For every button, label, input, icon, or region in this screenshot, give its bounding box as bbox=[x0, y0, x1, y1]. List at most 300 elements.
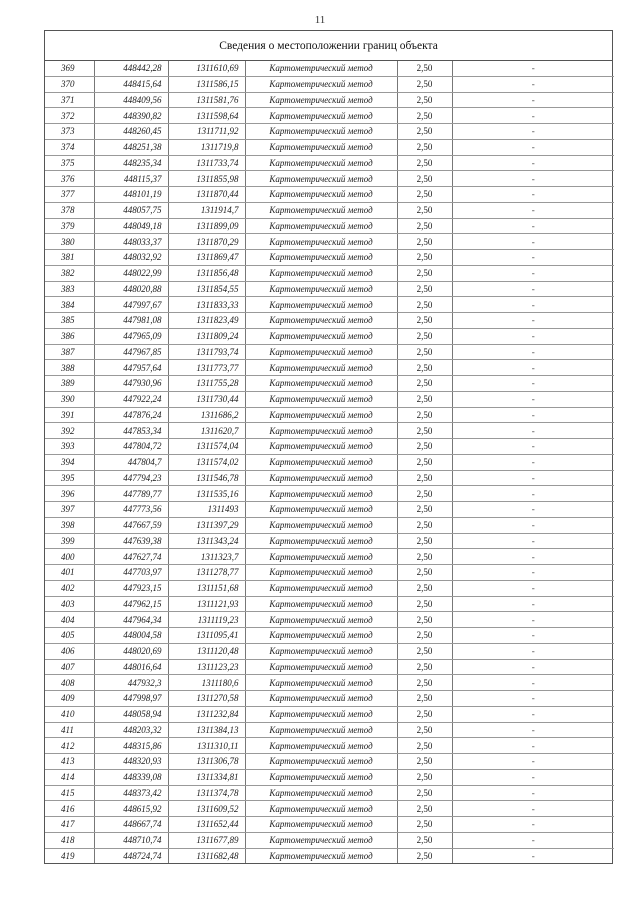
determination-method-cell: Картометрический метод bbox=[245, 769, 397, 785]
point-number-cell: 399 bbox=[45, 533, 94, 549]
point-description-cell: - bbox=[452, 202, 614, 218]
determination-method-cell: Картометрический метод bbox=[245, 533, 397, 549]
determination-method-cell: Картометрический метод bbox=[245, 580, 397, 596]
coordinate-x-cell: 448373,42 bbox=[94, 785, 168, 801]
determination-method-cell: Картометрический метод bbox=[245, 92, 397, 108]
coordinate-x-cell: 447794,23 bbox=[94, 470, 168, 486]
determination-method-cell: Картометрический метод bbox=[245, 439, 397, 455]
coordinate-x-cell: 447930,96 bbox=[94, 376, 168, 392]
coordinate-x-cell: 448615,92 bbox=[94, 801, 168, 817]
point-description-cell: - bbox=[452, 439, 614, 455]
coordinate-y-cell: 1311535,16 bbox=[168, 486, 245, 502]
point-description-cell: - bbox=[452, 612, 614, 628]
table-row bbox=[45, 502, 614, 518]
coordinate-x-cell: 447962,15 bbox=[94, 596, 168, 612]
point-number-cell: 379 bbox=[45, 218, 94, 234]
accuracy-cell: 2,50 bbox=[397, 281, 452, 297]
point-description-cell: - bbox=[452, 643, 614, 659]
accuracy-cell: 2,50 bbox=[397, 612, 452, 628]
coordinate-x-cell: 448724,74 bbox=[94, 848, 168, 863]
determination-method-cell: Картометрический метод bbox=[245, 187, 397, 203]
coordinate-x-cell: 447922,24 bbox=[94, 391, 168, 407]
coordinate-y-cell: 1311180,6 bbox=[168, 675, 245, 691]
coordinate-y-cell: 1311574,04 bbox=[168, 439, 245, 455]
table-row bbox=[45, 533, 614, 549]
accuracy-cell: 2,50 bbox=[397, 486, 452, 502]
coordinate-y-cell: 1311598,64 bbox=[168, 108, 245, 124]
coordinate-x-cell: 447997,67 bbox=[94, 297, 168, 313]
coordinate-x-cell: 448049,18 bbox=[94, 218, 168, 234]
point-description-cell: - bbox=[452, 376, 614, 392]
coordinate-y-cell: 1311278,77 bbox=[168, 565, 245, 581]
table-row bbox=[45, 722, 614, 738]
table-row bbox=[45, 360, 614, 376]
coordinate-y-cell: 1311306,78 bbox=[168, 754, 245, 770]
coordinate-x-cell: 448710,74 bbox=[94, 832, 168, 848]
table-row bbox=[45, 92, 614, 108]
coordinate-x-cell: 448101,19 bbox=[94, 187, 168, 203]
accuracy-cell: 2,50 bbox=[397, 360, 452, 376]
table-row bbox=[45, 313, 614, 329]
table-row bbox=[45, 391, 614, 407]
coordinate-y-cell: 1311869,47 bbox=[168, 250, 245, 266]
coordinate-x-cell: 448251,38 bbox=[94, 139, 168, 155]
coordinate-x-cell: 447789,77 bbox=[94, 486, 168, 502]
point-description-cell: - bbox=[452, 391, 614, 407]
accuracy-cell: 2,50 bbox=[397, 769, 452, 785]
accuracy-cell: 2,50 bbox=[397, 706, 452, 722]
table-row bbox=[45, 675, 614, 691]
point-number-cell: 419 bbox=[45, 848, 94, 863]
determination-method-cell: Картометрический метод bbox=[245, 313, 397, 329]
point-description-cell: - bbox=[452, 108, 614, 124]
point-description-cell: - bbox=[452, 344, 614, 360]
accuracy-cell: 2,50 bbox=[397, 502, 452, 518]
point-number-cell: 410 bbox=[45, 706, 94, 722]
determination-method-cell: Картометрический метод bbox=[245, 628, 397, 644]
determination-method-cell: Картометрический метод bbox=[245, 675, 397, 691]
accuracy-cell: 2,50 bbox=[397, 139, 452, 155]
point-number-cell: 417 bbox=[45, 817, 94, 833]
accuracy-cell: 2,50 bbox=[397, 376, 452, 392]
coordinate-y-cell: 1311119,23 bbox=[168, 612, 245, 628]
point-number-cell: 376 bbox=[45, 171, 94, 187]
page-number: 11 bbox=[314, 14, 326, 26]
coordinate-y-cell: 1311493 bbox=[168, 502, 245, 518]
point-description-cell: - bbox=[452, 313, 614, 329]
coordinates-table bbox=[45, 61, 614, 863]
point-number-cell: 418 bbox=[45, 832, 94, 848]
coordinate-y-cell: 1311397,29 bbox=[168, 517, 245, 533]
determination-method-cell: Картометрический метод bbox=[245, 202, 397, 218]
table-row bbox=[45, 76, 614, 92]
table-row bbox=[45, 265, 614, 281]
coordinate-y-cell: 1311855,98 bbox=[168, 171, 245, 187]
determination-method-cell: Картометрический метод bbox=[245, 832, 397, 848]
coordinate-y-cell: 1311823,49 bbox=[168, 313, 245, 329]
table-row bbox=[45, 565, 614, 581]
coordinate-y-cell: 1311711,92 bbox=[168, 124, 245, 140]
coordinate-y-cell: 1311686,2 bbox=[168, 407, 245, 423]
accuracy-cell: 2,50 bbox=[397, 659, 452, 675]
coordinate-y-cell: 1311374,78 bbox=[168, 785, 245, 801]
accuracy-cell: 2,50 bbox=[397, 722, 452, 738]
coordinate-x-cell: 448667,74 bbox=[94, 817, 168, 833]
table-row bbox=[45, 596, 614, 612]
point-description-cell: - bbox=[452, 628, 614, 644]
coordinate-x-cell: 448415,64 bbox=[94, 76, 168, 92]
coordinate-x-cell: 448058,94 bbox=[94, 706, 168, 722]
coordinate-x-cell: 448442,28 bbox=[94, 61, 168, 76]
point-number-cell: 369 bbox=[45, 61, 94, 76]
coordinate-y-cell: 1311856,48 bbox=[168, 265, 245, 281]
point-number-cell: 385 bbox=[45, 313, 94, 329]
determination-method-cell: Картометрический метод bbox=[245, 612, 397, 628]
determination-method-cell: Картометрический метод bbox=[245, 502, 397, 518]
point-number-cell: 387 bbox=[45, 344, 94, 360]
point-description-cell: - bbox=[452, 61, 614, 76]
point-description-cell: - bbox=[452, 785, 614, 801]
table-row bbox=[45, 738, 614, 754]
point-description-cell: - bbox=[452, 675, 614, 691]
determination-method-cell: Картометрический метод bbox=[245, 360, 397, 376]
coordinate-y-cell: 1311151,68 bbox=[168, 580, 245, 596]
point-description-cell: - bbox=[452, 722, 614, 738]
determination-method-cell: Картометрический метод bbox=[245, 596, 397, 612]
point-number-cell: 403 bbox=[45, 596, 94, 612]
coordinate-x-cell: 448320,93 bbox=[94, 754, 168, 770]
point-number-cell: 398 bbox=[45, 517, 94, 533]
determination-method-cell: Картометрический метод bbox=[245, 76, 397, 92]
point-description-cell: - bbox=[452, 407, 614, 423]
point-description-cell: - bbox=[452, 580, 614, 596]
accuracy-cell: 2,50 bbox=[397, 344, 452, 360]
determination-method-cell: Картометрический метод bbox=[245, 344, 397, 360]
coordinate-y-cell: 1311682,48 bbox=[168, 848, 245, 863]
determination-method-cell: Картометрический метод bbox=[245, 722, 397, 738]
point-description-cell: - bbox=[452, 265, 614, 281]
point-description-cell: - bbox=[452, 549, 614, 565]
coordinate-y-cell: 1311323,7 bbox=[168, 549, 245, 565]
accuracy-cell: 2,50 bbox=[397, 580, 452, 596]
table-row bbox=[45, 124, 614, 140]
point-number-cell: 402 bbox=[45, 580, 94, 596]
determination-method-cell: Картометрический метод bbox=[245, 486, 397, 502]
coordinate-y-cell: 1311793,74 bbox=[168, 344, 245, 360]
point-description-cell: - bbox=[452, 234, 614, 250]
accuracy-cell: 2,50 bbox=[397, 407, 452, 423]
accuracy-cell: 2,50 bbox=[397, 328, 452, 344]
coordinate-x-cell: 447998,97 bbox=[94, 691, 168, 707]
coordinate-y-cell: 1311609,52 bbox=[168, 801, 245, 817]
point-description-cell: - bbox=[452, 423, 614, 439]
point-number-cell: 378 bbox=[45, 202, 94, 218]
table-row bbox=[45, 423, 614, 439]
point-number-cell: 413 bbox=[45, 754, 94, 770]
coordinate-x-cell: 448260,45 bbox=[94, 124, 168, 140]
determination-method-cell: Картометрический метод bbox=[245, 549, 397, 565]
determination-method-cell: Картометрический метод bbox=[245, 171, 397, 187]
coordinate-x-cell: 447965,09 bbox=[94, 328, 168, 344]
determination-method-cell: Картометрический метод bbox=[245, 565, 397, 581]
point-number-cell: 389 bbox=[45, 376, 94, 392]
point-description-cell: - bbox=[452, 817, 614, 833]
point-number-cell: 386 bbox=[45, 328, 94, 344]
point-number-cell: 416 bbox=[45, 801, 94, 817]
point-description-cell: - bbox=[452, 187, 614, 203]
determination-method-cell: Картометрический метод bbox=[245, 61, 397, 76]
coordinate-x-cell: 447639,38 bbox=[94, 533, 168, 549]
accuracy-cell: 2,50 bbox=[397, 565, 452, 581]
point-number-cell: 392 bbox=[45, 423, 94, 439]
accuracy-cell: 2,50 bbox=[397, 691, 452, 707]
coordinate-y-cell: 1311870,44 bbox=[168, 187, 245, 203]
point-number-cell: 408 bbox=[45, 675, 94, 691]
coordinate-y-cell: 1311914,7 bbox=[168, 202, 245, 218]
coordinate-x-cell: 448203,32 bbox=[94, 722, 168, 738]
coordinate-x-cell: 448020,69 bbox=[94, 643, 168, 659]
point-number-cell: 391 bbox=[45, 407, 94, 423]
coordinate-x-cell: 447932,3 bbox=[94, 675, 168, 691]
point-number-cell: 371 bbox=[45, 92, 94, 108]
table-row bbox=[45, 297, 614, 313]
accuracy-cell: 2,50 bbox=[397, 738, 452, 754]
table-row bbox=[45, 407, 614, 423]
point-number-cell: 394 bbox=[45, 454, 94, 470]
accuracy-cell: 2,50 bbox=[397, 817, 452, 833]
table-row bbox=[45, 628, 614, 644]
coordinate-y-cell: 1311334,81 bbox=[168, 769, 245, 785]
coordinate-y-cell: 1311232,84 bbox=[168, 706, 245, 722]
table-row bbox=[45, 171, 614, 187]
coordinate-x-cell: 447804,72 bbox=[94, 439, 168, 455]
accuracy-cell: 2,50 bbox=[397, 218, 452, 234]
point-description-cell: - bbox=[531, 850, 535, 861]
coordinate-y-cell: 1311310,11 bbox=[168, 738, 245, 754]
accuracy-cell: 2,50 bbox=[397, 124, 452, 140]
table-row bbox=[45, 376, 614, 392]
coordinate-y-cell: 1311870,29 bbox=[168, 234, 245, 250]
point-description-cell: - bbox=[452, 76, 614, 92]
point-description-cell: - bbox=[452, 281, 614, 297]
point-number-cell: 415 bbox=[45, 785, 94, 801]
accuracy-cell: 2,50 bbox=[397, 391, 452, 407]
point-description-cell: - bbox=[452, 250, 614, 266]
table-row bbox=[45, 155, 614, 171]
determination-method-cell: Картометрический метод bbox=[245, 691, 397, 707]
coordinate-x-cell: 447957,64 bbox=[94, 360, 168, 376]
determination-method-cell: Картометрический метод bbox=[245, 817, 397, 833]
table-row bbox=[45, 612, 614, 628]
point-number-cell: 409 bbox=[45, 691, 94, 707]
point-number-cell: 396 bbox=[45, 486, 94, 502]
coordinate-y-cell: 1311773,77 bbox=[168, 360, 245, 376]
point-description-cell: - bbox=[452, 533, 614, 549]
table-row bbox=[45, 61, 614, 76]
coordinate-y-cell: 1311574,02 bbox=[168, 454, 245, 470]
accuracy-cell: 2,50 bbox=[397, 628, 452, 644]
determination-method-cell: Картометрический метод bbox=[245, 738, 397, 754]
point-description-cell: - bbox=[452, 139, 614, 155]
accuracy-cell: 2,50 bbox=[397, 423, 452, 439]
point-description-cell: - bbox=[452, 754, 614, 770]
determination-method-cell: Картометрический метод bbox=[245, 391, 397, 407]
coordinate-x-cell: 447923,15 bbox=[94, 580, 168, 596]
table-row bbox=[45, 832, 614, 848]
coordinate-y-cell: 1311095,41 bbox=[168, 628, 245, 644]
table-row bbox=[45, 139, 614, 155]
point-number-cell: 390 bbox=[45, 391, 94, 407]
accuracy-cell: 2,50 bbox=[397, 171, 452, 187]
determination-method-cell: Картометрический метод bbox=[245, 454, 397, 470]
table-row bbox=[45, 108, 614, 124]
determination-method-cell: Картометрический метод bbox=[245, 297, 397, 313]
table-row bbox=[45, 250, 614, 266]
point-description-cell: - bbox=[452, 297, 614, 313]
point-description-cell: - bbox=[452, 171, 614, 187]
point-number-cell: 407 bbox=[45, 659, 94, 675]
accuracy-cell: 2,50 bbox=[397, 202, 452, 218]
accuracy-cell: 2,50 bbox=[397, 155, 452, 171]
coordinate-y-cell: 1311546,78 bbox=[168, 470, 245, 486]
point-number-cell: 404 bbox=[45, 612, 94, 628]
point-number-cell: 388 bbox=[45, 360, 94, 376]
determination-method-cell: Картометрический метод bbox=[245, 706, 397, 722]
coordinate-x-cell: 448020,88 bbox=[94, 281, 168, 297]
point-number-cell: 400 bbox=[45, 549, 94, 565]
coordinate-x-cell: 448315,86 bbox=[94, 738, 168, 754]
point-description-cell: - bbox=[452, 738, 614, 754]
table-row bbox=[45, 328, 614, 344]
coordinate-y-cell: 1311270,58 bbox=[168, 691, 245, 707]
accuracy-cell: 2,50 bbox=[397, 675, 452, 691]
point-number-cell: 395 bbox=[45, 470, 94, 486]
determination-method-cell: Картометрический метод bbox=[245, 848, 397, 863]
point-description-cell: - bbox=[452, 596, 614, 612]
table-row bbox=[45, 769, 614, 785]
point-number-cell: 373 bbox=[45, 124, 94, 140]
accuracy-cell: 2,50 bbox=[397, 754, 452, 770]
table-row bbox=[45, 706, 614, 722]
coordinate-x-cell: 448409,56 bbox=[94, 92, 168, 108]
coordinate-y-cell: 1311854,55 bbox=[168, 281, 245, 297]
point-number-cell: 377 bbox=[45, 187, 94, 203]
table-row bbox=[45, 202, 614, 218]
coordinate-x-cell: 447773,56 bbox=[94, 502, 168, 518]
accuracy-cell: 2,50 bbox=[397, 454, 452, 470]
determination-method-cell: Картометрический метод bbox=[245, 234, 397, 250]
point-number-cell: 411 bbox=[45, 722, 94, 738]
point-description-cell: - bbox=[452, 218, 614, 234]
determination-method-cell: Картометрический метод bbox=[245, 265, 397, 281]
coordinate-x-cell: 448004,58 bbox=[94, 628, 168, 644]
point-description-cell: - bbox=[452, 328, 614, 344]
coordinate-y-cell: 1311581,76 bbox=[168, 92, 245, 108]
coordinate-y-cell: 1311120,48 bbox=[168, 643, 245, 659]
point-description-cell: - bbox=[452, 92, 614, 108]
accuracy-cell: 2,50 bbox=[397, 533, 452, 549]
coordinate-y-cell: 1311652,44 bbox=[168, 817, 245, 833]
point-description-cell: - bbox=[452, 502, 614, 518]
coordinate-y-cell: 1311384,13 bbox=[168, 722, 245, 738]
table-row bbox=[45, 801, 614, 817]
coordinate-x-cell: 448115,37 bbox=[94, 171, 168, 187]
coordinate-x-cell: 447967,85 bbox=[94, 344, 168, 360]
point-description-cell: - bbox=[452, 769, 614, 785]
table-row bbox=[45, 187, 614, 203]
accuracy-cell: 2,50 bbox=[397, 313, 452, 329]
point-description-cell: - bbox=[452, 517, 614, 533]
point-number-cell: 380 bbox=[45, 234, 94, 250]
point-description-cell: - bbox=[452, 659, 614, 675]
boundary-coordinates-sheet bbox=[44, 30, 613, 864]
point-number-cell: 370 bbox=[45, 76, 94, 92]
determination-method-cell: Картометрический метод bbox=[245, 470, 397, 486]
coordinate-y-cell: 1311123,23 bbox=[168, 659, 245, 675]
point-number-cell: 381 bbox=[45, 250, 94, 266]
coordinate-x-cell: 448016,64 bbox=[94, 659, 168, 675]
determination-method-cell: Картометрический метод bbox=[245, 754, 397, 770]
point-description-cell: - bbox=[452, 706, 614, 722]
coordinate-y-cell: 1311833,33 bbox=[168, 297, 245, 313]
coordinate-y-cell: 1311586,15 bbox=[168, 76, 245, 92]
accuracy-cell: 2,50 bbox=[397, 297, 452, 313]
point-number-cell: 397 bbox=[45, 502, 94, 518]
point-number-cell: 383 bbox=[45, 281, 94, 297]
coordinate-x-cell: 448057,75 bbox=[94, 202, 168, 218]
coordinate-x-cell: 448022,99 bbox=[94, 265, 168, 281]
coordinate-x-cell: 447853,34 bbox=[94, 423, 168, 439]
determination-method-cell: Картометрический метод bbox=[245, 328, 397, 344]
table-row bbox=[45, 691, 614, 707]
point-description-cell: - bbox=[452, 470, 614, 486]
point-number-cell: 372 bbox=[45, 108, 94, 124]
coordinate-y-cell: 1311121,93 bbox=[168, 596, 245, 612]
coordinate-x-cell: 447964,34 bbox=[94, 612, 168, 628]
coordinate-x-cell: 448032,92 bbox=[94, 250, 168, 266]
coordinates-table-body bbox=[45, 61, 614, 863]
point-description-cell: - bbox=[452, 691, 614, 707]
coordinate-x-cell: 448339,08 bbox=[94, 769, 168, 785]
point-number-cell: 412 bbox=[45, 738, 94, 754]
accuracy-cell: 2,50 bbox=[397, 234, 452, 250]
table-row bbox=[45, 281, 614, 297]
determination-method-cell: Картометрический метод bbox=[245, 517, 397, 533]
point-description-cell: - bbox=[452, 124, 614, 140]
coordinate-x-cell: 447876,24 bbox=[94, 407, 168, 423]
coordinate-y-cell: 1311610,69 bbox=[168, 61, 245, 76]
accuracy-cell: 2,50 bbox=[397, 187, 452, 203]
point-description-cell: - bbox=[452, 155, 614, 171]
table-row bbox=[45, 454, 614, 470]
accuracy-cell: 2,50 bbox=[397, 801, 452, 817]
accuracy-cell: 2,50 bbox=[397, 549, 452, 565]
table-row bbox=[45, 580, 614, 596]
coordinate-x-cell: 448033,37 bbox=[94, 234, 168, 250]
coordinate-x-cell: 447981,08 bbox=[94, 313, 168, 329]
point-description-cell: - bbox=[452, 832, 614, 848]
coordinate-y-cell: 1311809,24 bbox=[168, 328, 245, 344]
section-title: Сведения о местоположении границ объекта bbox=[45, 31, 612, 61]
accuracy-cell: 2,50 bbox=[397, 92, 452, 108]
coordinate-y-cell: 1311899,09 bbox=[168, 218, 245, 234]
accuracy-cell: 2,50 bbox=[397, 470, 452, 486]
accuracy-cell: 2,50 bbox=[397, 785, 452, 801]
point-number-cell: 393 bbox=[45, 439, 94, 455]
point-description-cell: - bbox=[452, 486, 614, 502]
accuracy-cell: 2,50 bbox=[397, 61, 452, 76]
point-number-cell: 405 bbox=[45, 628, 94, 644]
